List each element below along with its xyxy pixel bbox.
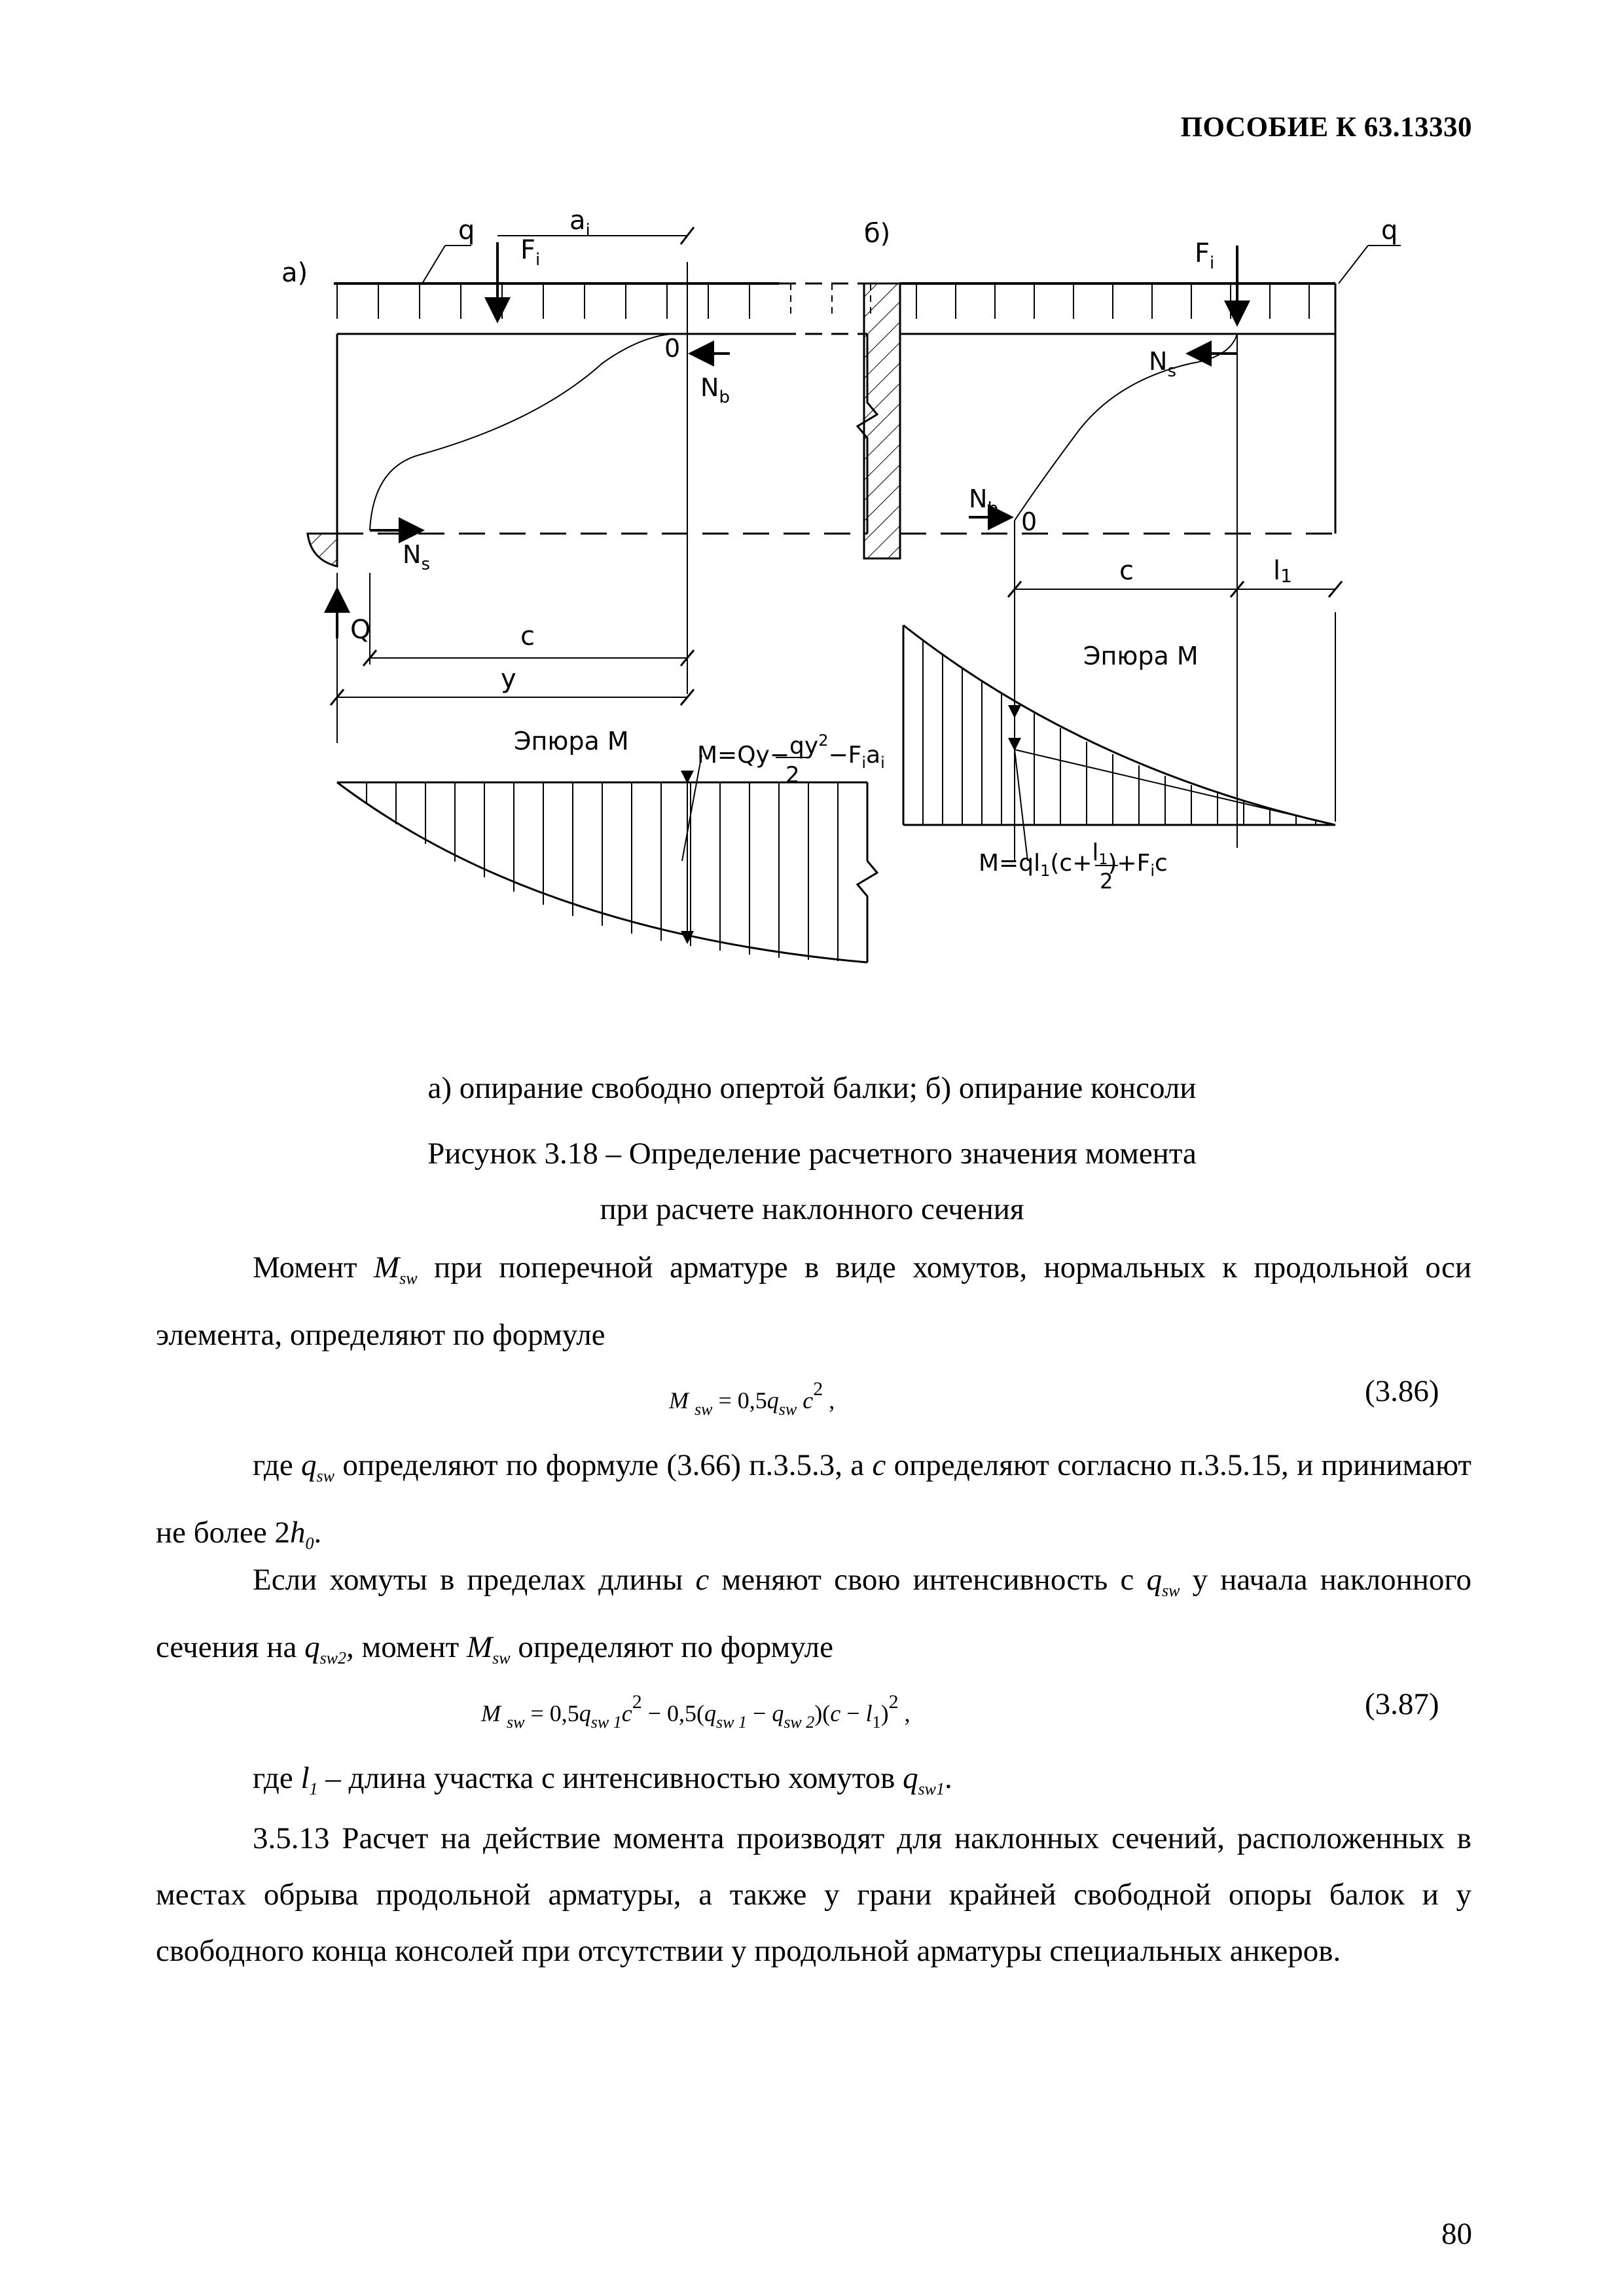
distributed-load-arrows-a [337, 283, 871, 319]
label-c-b: c [1119, 556, 1134, 586]
label-nb-a: $N_b$ [700, 373, 730, 407]
panel-a [281, 227, 877, 962]
page-number: 80 [1441, 2217, 1472, 2251]
label-f-a: $F_i$ [520, 235, 541, 270]
label-q-a: q [458, 215, 475, 246]
paragraph-l1: где $l_1$ – длина участка с интенсивностью хомутов $q_{sw1}$. [253, 1761, 952, 1798]
paragraph-qsw2: Если хомуты в пределах длины c меняют свою интенсивность с $q_{sw}$ у начала наклонного сечения на $q_{sw2}$, момент $M_{sw}$ определяют по формуле [156, 1563, 1471, 1667]
paragraph-3-5-13: 3.5.13 Расчет на действие момента производят для наклонных сечений, расположенных в местах обрыва продольной арматуры, а также у грани крайней свободной опоры балок и у свободного конца консолей при отсутствии у продольной арматуры специальных анкеров. [156, 1821, 1471, 1968]
panel-b [864, 219, 1401, 861]
figure-subcaption: а) опирание свободно опертой балки; б) опирание консоли [427, 1071, 1197, 1105]
figure-drawing [262, 206, 1407, 1025]
panel-b-tag: б) [864, 219, 891, 249]
label-y-a: y [501, 664, 516, 694]
distributed-load-arrows-b [916, 283, 1309, 319]
formula-3-87: M $_{sw} = 0,5q_{sw 1}c^2 - 0,5(q_{sw 1} - q_{sw 2})(c - l_1)^2$ , [481, 1691, 911, 1732]
label-o-b: 0 [1021, 507, 1038, 536]
label-c-a: c [520, 621, 535, 651]
label-Q-a: Q [350, 615, 371, 645]
figure-title-line1: Рисунок 3.18 – Определение расчетного значения момента [427, 1137, 1197, 1171]
formula-m-b: $M=ql_1(c+l1)+F_ic$ [979, 839, 1168, 880]
label-epure-a: Эпюра М [514, 727, 629, 756]
label-o-a: 0 [664, 334, 681, 363]
label-l1-b: l1 [1273, 556, 1292, 587]
figure-title-line2: при расчете наклонного сечения [600, 1192, 1024, 1226]
label-f-b: $F_i$ [1195, 238, 1215, 273]
equation-number-3-87: (3.87) [1365, 1687, 1439, 1721]
formula-3-86: M $_{sw} = 0,5q_{sw}$ $c^2$ , [669, 1378, 835, 1419]
label-ns-a: $N_s$ [403, 540, 430, 574]
label-ns-b: $N_s$ [1149, 347, 1176, 381]
running-header: ПОСОБИЕ К 63.13330 [1180, 112, 1472, 143]
label-q-b: q [1381, 215, 1398, 246]
formula-m-a: $M=Qy-qy^2-F_ia_i$ [697, 731, 885, 772]
formula-m-a-den: 2 [785, 762, 800, 788]
paragraph-qsw: где $q_{sw}$ определяют по формуле (3.66) п.3.5.3, а c определяют согласно п.3.5.15, и принимают не более $2h_0$. [156, 1448, 1471, 1553]
paragraph-msw: Момент $M_{sw}$ при поперечной арматуре в виде хомутов, нормальных к продольной оси элемента, определяют по формуле [156, 1250, 1471, 1352]
label-a-a: $a_i$ [569, 206, 590, 240]
epure-m-a-hatch [367, 782, 838, 961]
figure-3-18 [262, 206, 1407, 1025]
formula-m-b-den: 2 [1100, 869, 1113, 894]
label-epure-b: Эпюра М [1083, 642, 1199, 670]
panel-a-tag: а) [281, 258, 308, 288]
label-nb-b: $N_b$ [969, 484, 998, 519]
equation-number-3-86: (3.86) [1365, 1374, 1439, 1408]
